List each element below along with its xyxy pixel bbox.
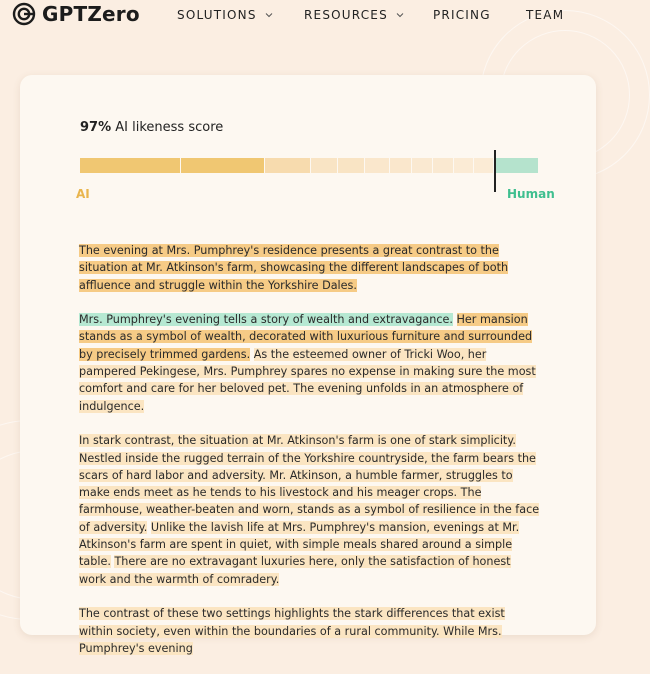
human-highlighted-sentence: Mrs. Pumphrey's evening tells a story of wealth and extravagance. bbox=[79, 313, 453, 327]
nav-solutions[interactable] bbox=[177, 8, 273, 22]
bar-segment bbox=[454, 158, 473, 173]
ai-highlighted-sentence: Her mansion stands as a symbol of wealth, decorated with luxurious furniture and surrounded by precisely trimmed gardens. bbox=[79, 313, 533, 361]
bar-segment bbox=[265, 158, 310, 173]
score-percent: 97% bbox=[80, 120, 112, 135]
nav-team[interactable] bbox=[526, 8, 564, 22]
ai-highlighted-sentence-light: There are no extravagant luxuries here, only the satisfaction of honest work and the warmth of comradery. bbox=[79, 555, 511, 586]
nav-resources-label: RESOURCES bbox=[304, 8, 388, 22]
brand-name: GPTZero bbox=[42, 2, 140, 26]
ai-highlighted-sentence-light: As the esteemed owner of Tricki Woo, her pampered Pekingese, Mrs. Pumphrey spares no expense in making sure the most comfort and care for her beloved pet. The evening unfolds in an atmosphere of indulgence. bbox=[79, 347, 536, 413]
bar-segment bbox=[80, 158, 180, 173]
bar-segment bbox=[181, 158, 264, 173]
nav-pricing[interactable] bbox=[433, 8, 491, 22]
nav-resources[interactable] bbox=[304, 8, 404, 22]
logo[interactable] bbox=[12, 2, 140, 26]
nav-pricing-label: PRICING bbox=[433, 8, 491, 22]
nav-solutions-label: SOLUTIONS bbox=[177, 8, 257, 22]
ai-highlighted-sentence-light: The contrast of these two settings highlights the stark differences that exist within society, even within the boundaries of a rural community. While Mrs. Pumphrey's evening bbox=[79, 607, 505, 655]
result-card bbox=[20, 75, 596, 655]
ai-label: AI bbox=[76, 187, 90, 201]
score-marker bbox=[494, 150, 496, 192]
bar-segment bbox=[365, 158, 389, 173]
bar-segment bbox=[311, 158, 337, 173]
paragraph bbox=[79, 605, 541, 657]
likeness-bar bbox=[80, 158, 538, 173]
chevron-down-icon bbox=[265, 11, 273, 19]
ai-highlighted-sentence-light: Unlike the lavish life at Mrs. Pumphrey's mansion, evenings at Mr. Atkinson's farm are spent in quiet, with simple meals shared around a simple table. bbox=[79, 520, 520, 569]
ai-highlighted-sentence: The evening at Mrs. Pumphrey's residence presents a great contrast to the situation at Mr. Atkinson's farm, showcasing the different landscapes of both affluence and struggle within the Yorkshire Dales. bbox=[79, 244, 509, 292]
bar-segment-human bbox=[494, 158, 538, 173]
gptzero-logo-icon bbox=[12, 2, 36, 26]
paragraph bbox=[79, 242, 541, 294]
nav-team-label: TEAM bbox=[526, 8, 565, 22]
paragraph bbox=[79, 311, 541, 415]
bar-segment bbox=[412, 158, 432, 173]
paragraph bbox=[79, 432, 541, 588]
ai-highlighted-sentence-light: In stark contrast, the situation at Mr. Atkinson's farm is one of stark simplicity. Nestled inside the rugged terrain of the Yorkshire countryside, the farm bears the scars of hard labor and adversity. Mr. Atkinson, a humble farmer, struggles to make ends meet as he tends to his livestock and his meager crops. The farmhouse, weather-beaten and worn, stands as a symbol of resilience in the face of adversity. bbox=[79, 434, 540, 534]
chevron-down-icon bbox=[396, 11, 404, 19]
bar-segment bbox=[474, 158, 494, 173]
human-label: Human bbox=[507, 187, 555, 201]
top-navigation bbox=[0, 0, 600, 30]
score-label: AI likeness score bbox=[115, 120, 224, 135]
analyzed-text bbox=[79, 242, 541, 674]
ai-likeness-score bbox=[80, 120, 223, 135]
bar-segment bbox=[433, 158, 453, 173]
bar-segment bbox=[390, 158, 411, 173]
bar-segment bbox=[338, 158, 365, 173]
